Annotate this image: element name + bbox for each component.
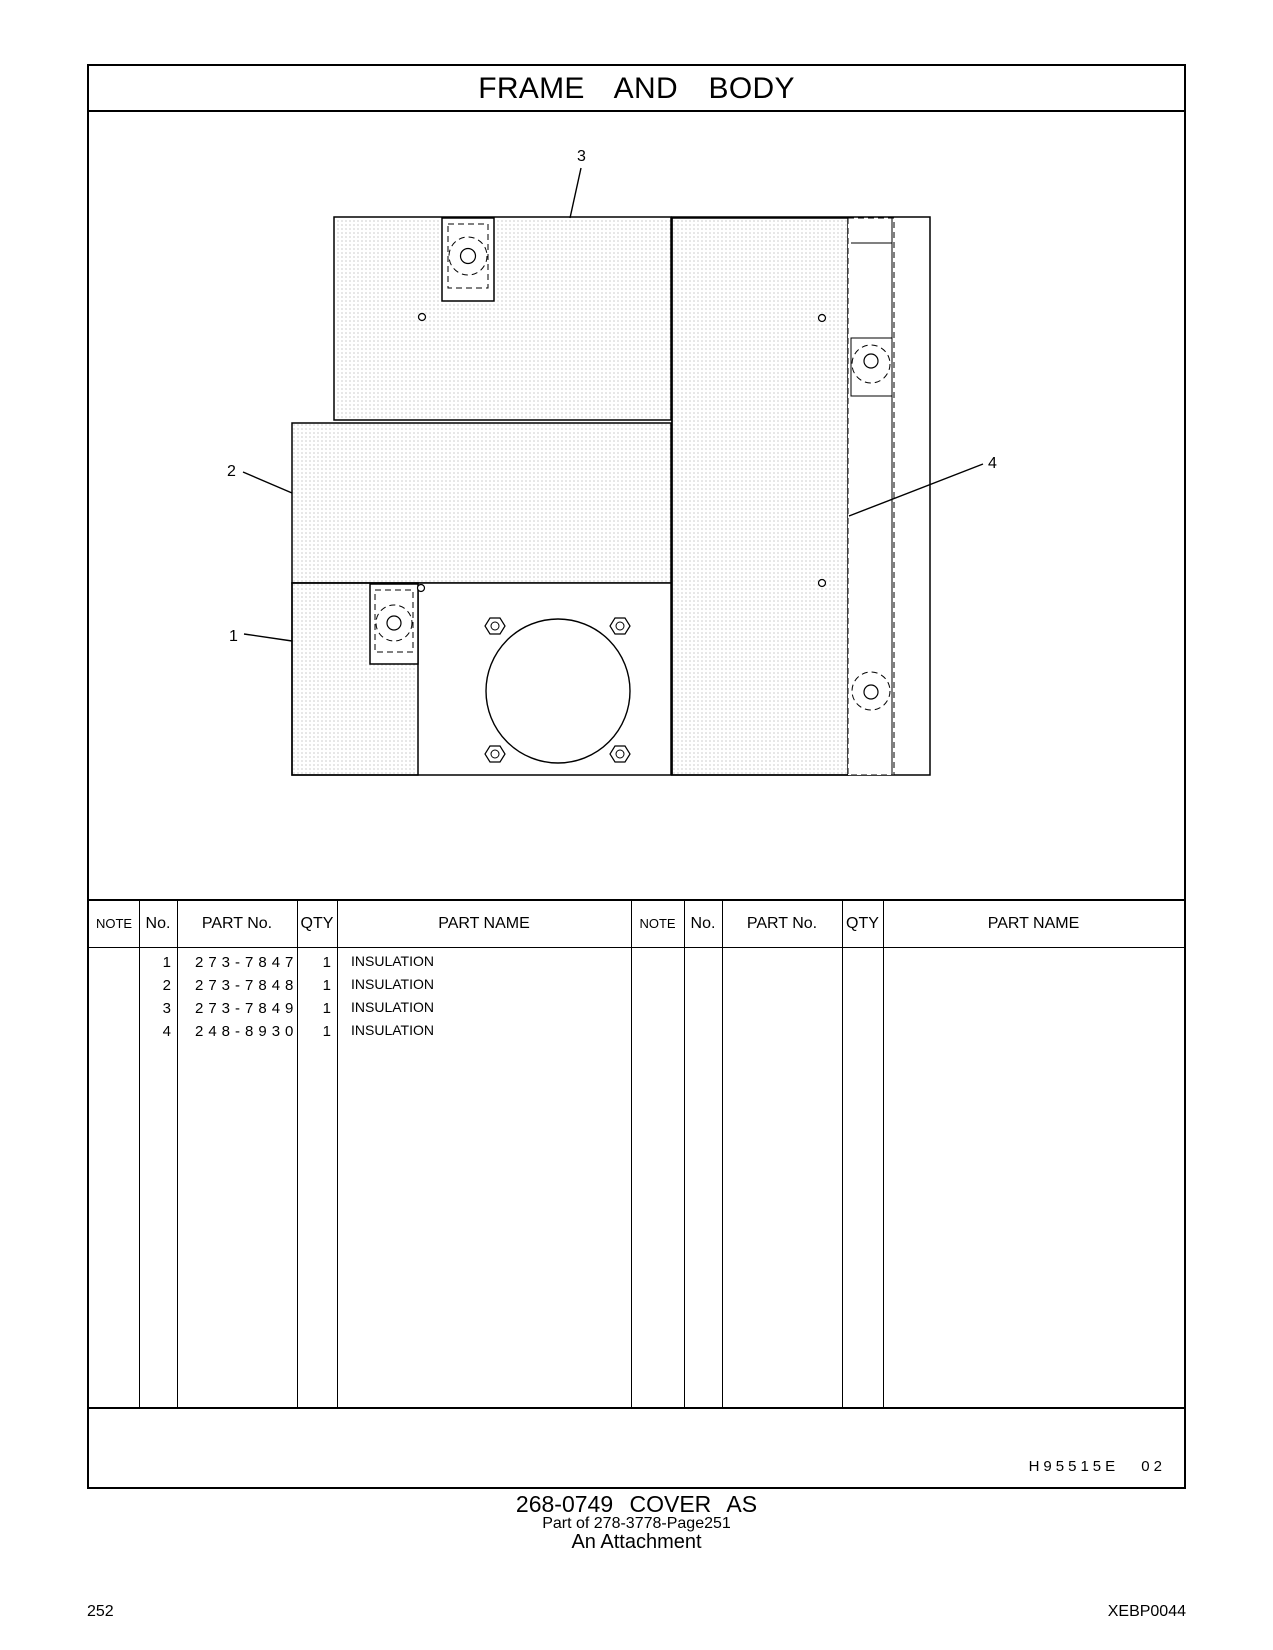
row-number: 3 (162, 1000, 171, 1017)
assembly-parent-reference: Part of 278-3778-Page251 (542, 1515, 731, 1532)
header-part-no-right: PART No. (746, 915, 818, 932)
table-row (89, 974, 1184, 997)
callout-4: 4 (988, 455, 997, 472)
parts-list-table (89, 899, 1184, 1409)
part-number: 273-7849 (195, 1000, 299, 1017)
insulation-part-4 (672, 218, 848, 775)
assembly-category: An Attachment (571, 1531, 702, 1553)
document-id: XEBP0044 (1107, 1603, 1186, 1620)
part-name: INSULATION (351, 976, 434, 992)
row-number: 1 (162, 954, 171, 971)
header-qty-right: QTY (846, 915, 879, 932)
assembly-caption: 268-0749 COVER AS (515, 1491, 758, 1517)
parts-sheet (87, 64, 1186, 1489)
callout-2: 2 (227, 463, 236, 480)
part-name: INSULATION (351, 999, 434, 1015)
table-row (89, 951, 1184, 974)
illustration-code: H95515E 02 (1028, 1458, 1166, 1475)
header-note-left: NOTE (95, 916, 133, 931)
callout-1: 1 (229, 628, 238, 645)
header-part-name-left: PART NAME (438, 915, 530, 932)
quantity: 1 (322, 1000, 331, 1017)
quantity: 1 (322, 954, 331, 971)
cover-assembly-drawing (89, 112, 1184, 899)
row-number: 2 (162, 977, 171, 994)
header-no-left: No. (145, 915, 171, 932)
header-no-right: No. (690, 915, 716, 932)
part-name: INSULATION (351, 953, 434, 969)
sheet-title-bar (89, 66, 1184, 112)
row-number: 4 (162, 1023, 171, 1040)
page-number: 252 (87, 1603, 114, 1620)
part-number: 248-8930 (195, 1023, 299, 1040)
sheet-title: FRAME AND BODY (478, 72, 795, 105)
header-note-right: NOTE (639, 916, 676, 931)
header-qty-left: QTY (300, 915, 334, 932)
quantity: 1 (322, 977, 331, 994)
parts-illustration (89, 112, 1184, 899)
header-part-no-left: PART No. (201, 915, 273, 932)
part-number: 273-7848 (195, 977, 299, 994)
part-name: INSULATION (351, 1022, 434, 1038)
insulation-part-2 (292, 423, 671, 583)
callout-3: 3 (577, 148, 586, 165)
part-number: 273-7847 (195, 954, 299, 971)
table-row (89, 1020, 1184, 1043)
header-part-name-right: PART NAME (987, 915, 1080, 932)
quantity: 1 (322, 1023, 331, 1040)
table-row (89, 997, 1184, 1020)
insulation-part-3 (334, 217, 671, 420)
